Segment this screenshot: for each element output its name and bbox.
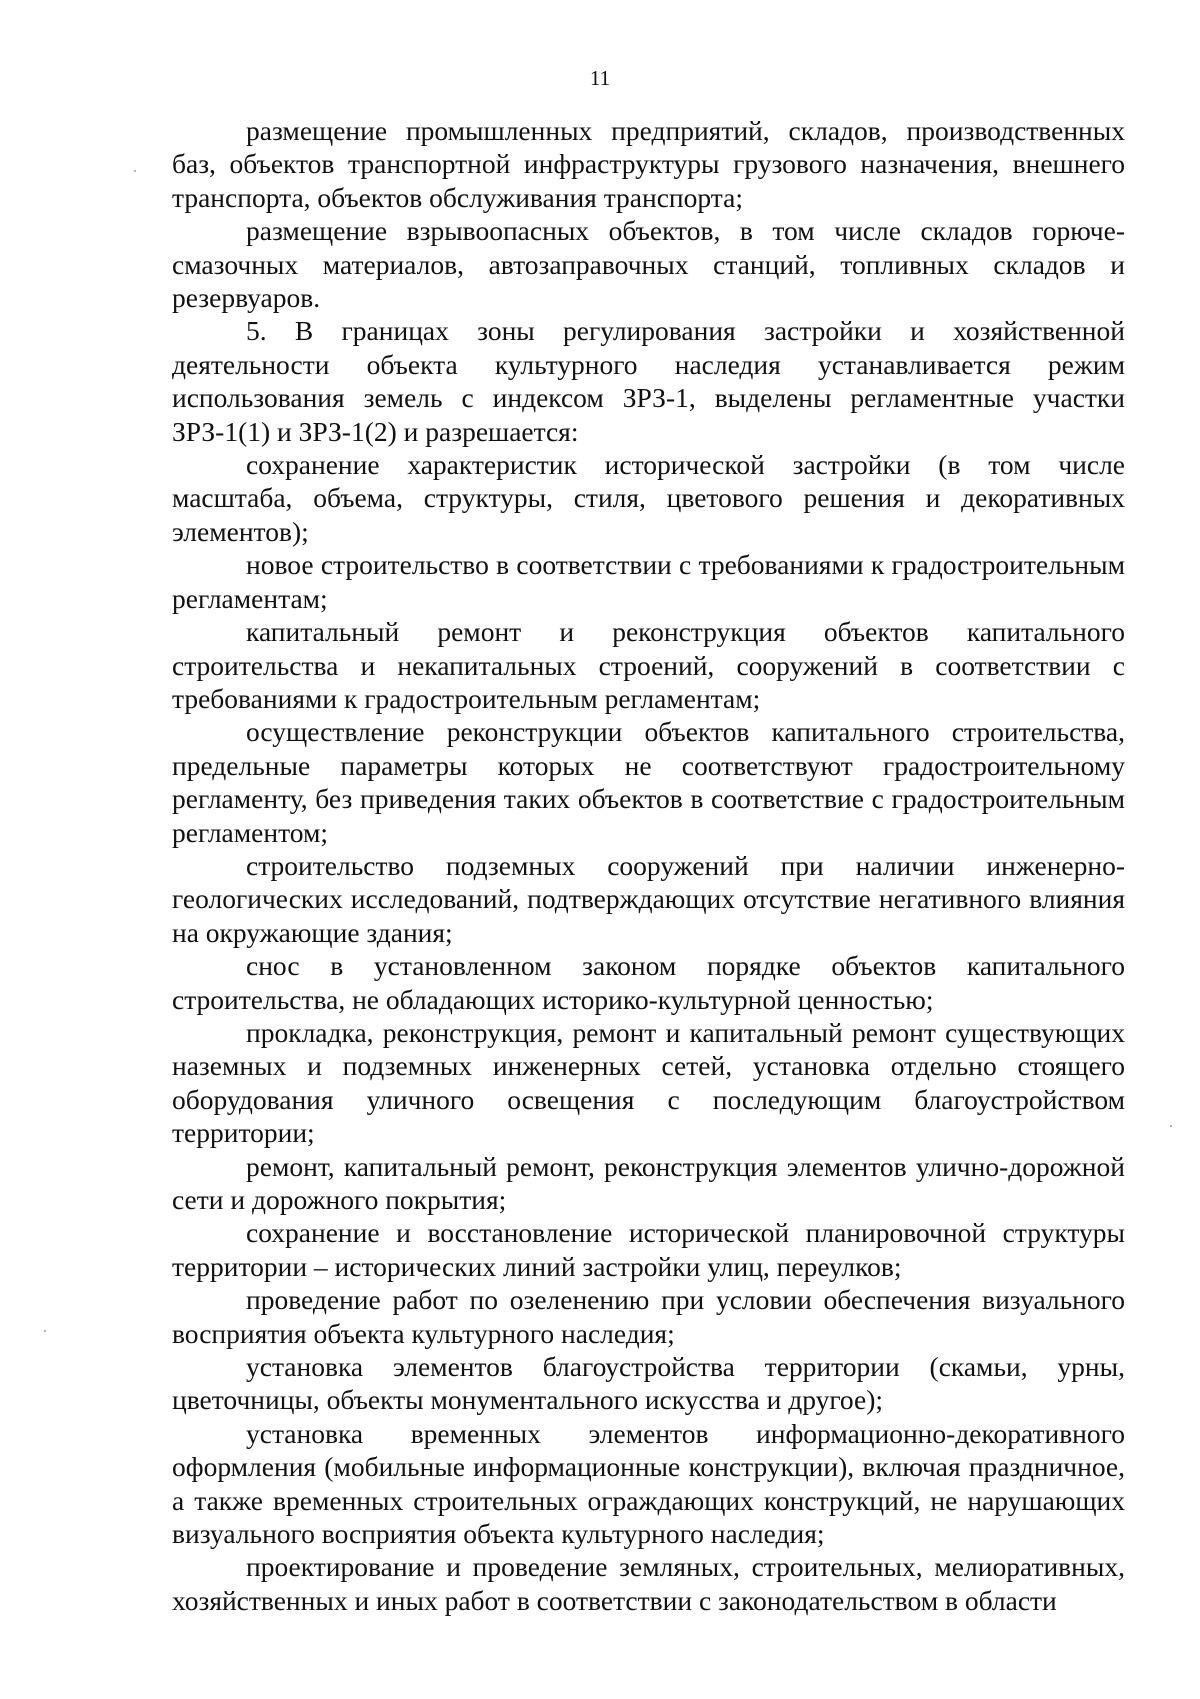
scan-speck bbox=[134, 170, 136, 172]
paragraph-zrz1-regime: 5. В границах зоны регулирования застройки и хозяйственной деятельности объекта культурного наследия устанавливается режим использования земель с индексом ЗРЗ-1, выделены регламентные участки ЗРЗ-1(1) и ЗРЗ-1(2) и разрешается: bbox=[172, 315, 1125, 447]
paragraph-preserve-historic: сохранение характеристик исторической застройки (в том числе масштаба, объема, структуры, стиля, цветового решения и декоративных элементов); bbox=[172, 449, 1125, 547]
paragraph-engineering-networks: прокладка, реконструкция, ремонт и капитальный ремонт существующих наземных и подземных инженерных сетей, установка отдельно стоящего оборудования уличного освещения с последующим благоустройством территории; bbox=[172, 1016, 1125, 1149]
document-body bbox=[172, 114, 1125, 1617]
scan-speck bbox=[44, 1330, 46, 1332]
paragraph-demolition: снос в установленном законом порядке объектов капитального строительства, не обладающих историко-культурной ценностью; bbox=[172, 950, 1125, 1015]
scan-speck bbox=[1170, 1125, 1172, 1127]
paragraph-explosive-objects: размещение взрывоопасных объектов, в том числе складов горюче-смазочных материалов, автозаправочных станций, топливных складов и резервуаров. bbox=[172, 215, 1125, 314]
paragraph-planning-structure: сохранение и восстановление исторической планировочной структуры территории – исторических линий застройки улиц, переулков; bbox=[172, 1217, 1125, 1282]
paragraph-underground: строительство подземных сооружений при наличии инженерно-геологических исследований, подтверждающих отсутствие негативного влияния на окружающие здания; bbox=[172, 849, 1125, 948]
page-number: 11 bbox=[589, 66, 611, 90]
paragraph-landscaping: проведение работ по озеленению при условии обеспечения визуального восприятия объекта культурного наследия; bbox=[172, 1284, 1125, 1349]
paragraph-capital-repair: капитальный ремонт и реконструкция объектов капитального строительства и некапитальных строений, сооружений в соответствии с требованиями к градостроительным регламентам; bbox=[172, 616, 1125, 714]
paragraph-improvement-elements: установка элементов благоустройства территории (скамьи, урны, цветочницы, объекты монументального искусства и другое); bbox=[172, 1351, 1125, 1416]
paragraph-temporary-elements: установка временных элементов информационно-декоративного оформления (мобильные информационные конструкции), включая праздничное, а также временных строительных ограждающих конструкций, не нарушающих визуального восприятия объекта культурного наследия; bbox=[172, 1417, 1125, 1550]
paragraph-earthworks: проектирование и проведение земляных, строительных, мелиоративных, хозяйственных и иных работ в соответствии с законодательством в области bbox=[172, 1551, 1125, 1616]
paragraph-reconstruction: осуществление реконструкции объектов капитального строительства, предельные параметры которых не соответствуют градостроительному регламенту, без приведения таких объектов в соответствие с градостроительным регламентом; bbox=[172, 716, 1125, 848]
paragraph-road-network: ремонт, капитальный ремонт, реконструкция элементов улично-дорожной сети и дорожного покрытия; bbox=[172, 1150, 1125, 1215]
paragraph-new-construction: новое строительство в соответствии с требованиями к градостроительным регламентам; bbox=[172, 549, 1125, 614]
paragraph-industrial-placement: размещение промышленных предприятий, складов, производственных баз, объектов транспортной инфраструктуры грузового назначения, внешнего транспорта, объектов обслуживания транспорта; bbox=[172, 115, 1125, 213]
